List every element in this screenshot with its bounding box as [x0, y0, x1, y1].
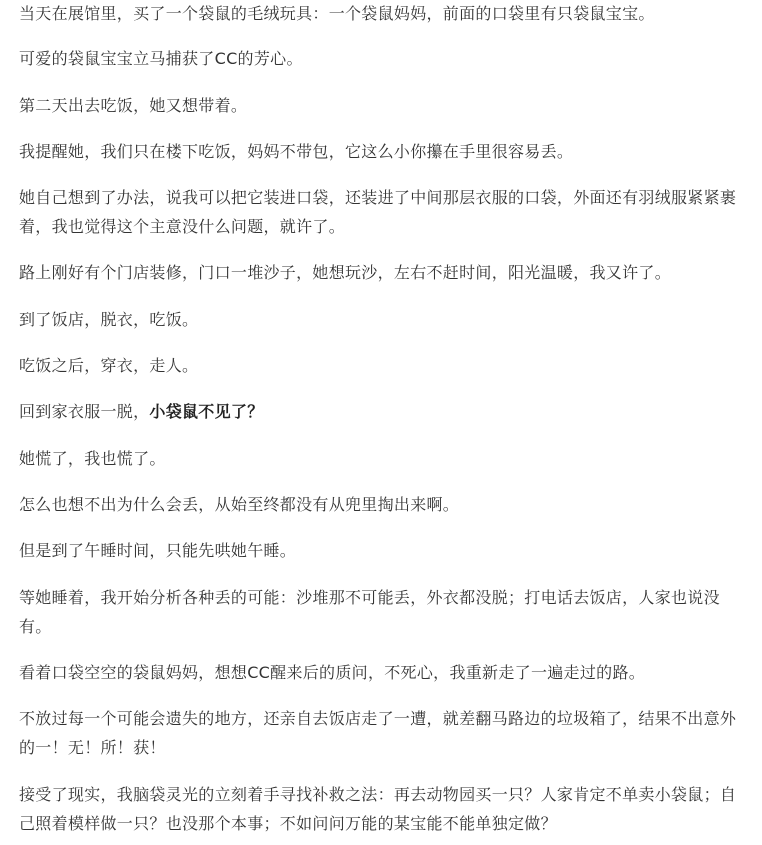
paragraph-8: 吃饭之后，穿衣，走人。 [19, 356, 199, 375]
paragraph-2: 可爱的袋鼠宝宝立马捕获了CC的芳心。 [19, 49, 303, 68]
paragraph-1: 当天在展馆里，买了一个袋鼠的毛绒玩具：一个袋鼠妈妈，前面的口袋里有只袋鼠宝宝。 [19, 4, 655, 23]
paragraph-15: 不放过每一个可能会遗失的地方，还亲自去饭店走了一遭，就差翻马路边的垃圾箱了，结果不出意外的一！无！所！获！ [19, 709, 737, 757]
paragraph-10: 她慌了，我也慌了。 [19, 449, 166, 468]
paragraph-11: 怎么也想不出为什么会丢，从始至终都没有从兜里掏出来啊。 [19, 495, 460, 514]
paragraph-9 [19, 397, 264, 426]
paragraph-4: 我提醒她，我们只在楼下吃饭，妈妈不带包，它这么小你攥在手里很容易丢。 [19, 142, 574, 161]
paragraph-14: 看着口袋空空的袋鼠妈妈，想想CC醒来后的质问，不死心，我重新走了一遍走过的路。 [19, 663, 646, 682]
paragraph-6: 路上刚好有个门店装修，门口一堆沙子，她想玩沙，左右不赶时间，阳光温暖，我又许了。 [19, 263, 672, 282]
paragraph-9-text: 回到家衣服一脱， [19, 402, 150, 421]
paragraph-13: 等她睡着，我开始分析各种丢的可能：沙堆那不可能丢，外衣都没脱；打电话去饭店，人家也说没有。 [19, 588, 720, 636]
paragraph-9-bold-text: 小袋鼠不见了？ [149, 402, 264, 421]
paragraph-16: 接受了现实，我脑袋灵光的立刻着手寻找补救之法：再去动物园买一只？人家肯定不单卖小袋鼠；自己照着模样做一只？也没那个本事；不如问问万能的某宝能不能单独定做？ [19, 785, 737, 833]
paragraph-12: 但是到了午睡时间，只能先哄她午睡。 [19, 541, 297, 560]
paragraph-5: 她自己想到了办法，说我可以把它装进口袋，还装进了中间那层衣服的口袋，外面还有羽绒服紧紧裹着，我也觉得这个主意没什么问题，就许了。 [19, 188, 737, 236]
paragraph-3: 第二天出去吃饭，她又想带着。 [19, 96, 248, 115]
paragraph-7: 到了饭店，脱衣，吃饭。 [19, 310, 199, 329]
